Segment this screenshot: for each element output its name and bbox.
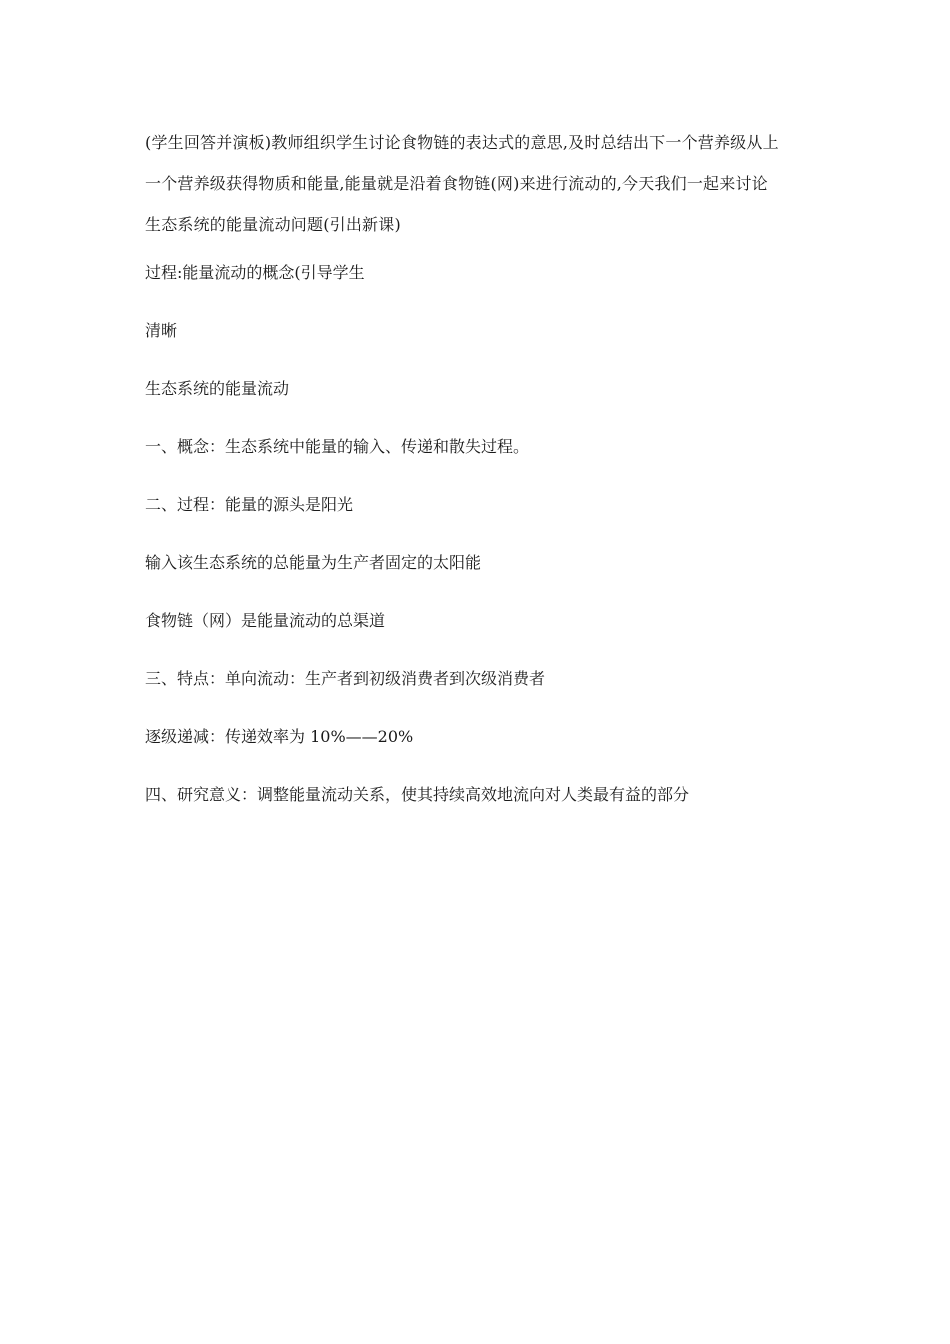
- process-item: 二、过程：能量的源头是阳光: [145, 495, 354, 514]
- significance-item: 四、研究意义：调整能量流动关系，使其持续高效地流向对人类最有益的部分: [145, 785, 690, 804]
- process-heading: 过程:能量流动的概念(引导学生: [145, 263, 365, 282]
- intro-line: 一个营养级获得物质和能量,能量就是沿着食物链(网)来进行流动的,今天我们一起来讨论: [145, 174, 768, 193]
- input-item: 输入该生态系统的总能量为生产者固定的太阳能: [145, 553, 482, 572]
- intro-paragraph: [145, 122, 825, 245]
- concept-item: 一、概念：生态系统中能量的输入、传递和散失过程。: [145, 437, 530, 456]
- clarity-note: 清晰: [145, 321, 178, 340]
- intro-line: 生态系统的能量流动问题(引出新课): [145, 215, 401, 234]
- channel-item: 食物链（网）是能量流动的总渠道: [145, 611, 386, 630]
- efficiency-item: 逐级递减：传递效率为 10%——20%: [145, 727, 414, 746]
- document-body: [145, 122, 825, 807]
- features-item: 三、特点：单向流动：生产者到初级消费者到次级消费者: [145, 669, 546, 688]
- section-title: 生态系统的能量流动: [145, 379, 290, 398]
- intro-line: (学生回答并演板)教师组织学生讨论食物链的表达式的意思,及时总结出下一个营养级从上: [145, 133, 779, 152]
